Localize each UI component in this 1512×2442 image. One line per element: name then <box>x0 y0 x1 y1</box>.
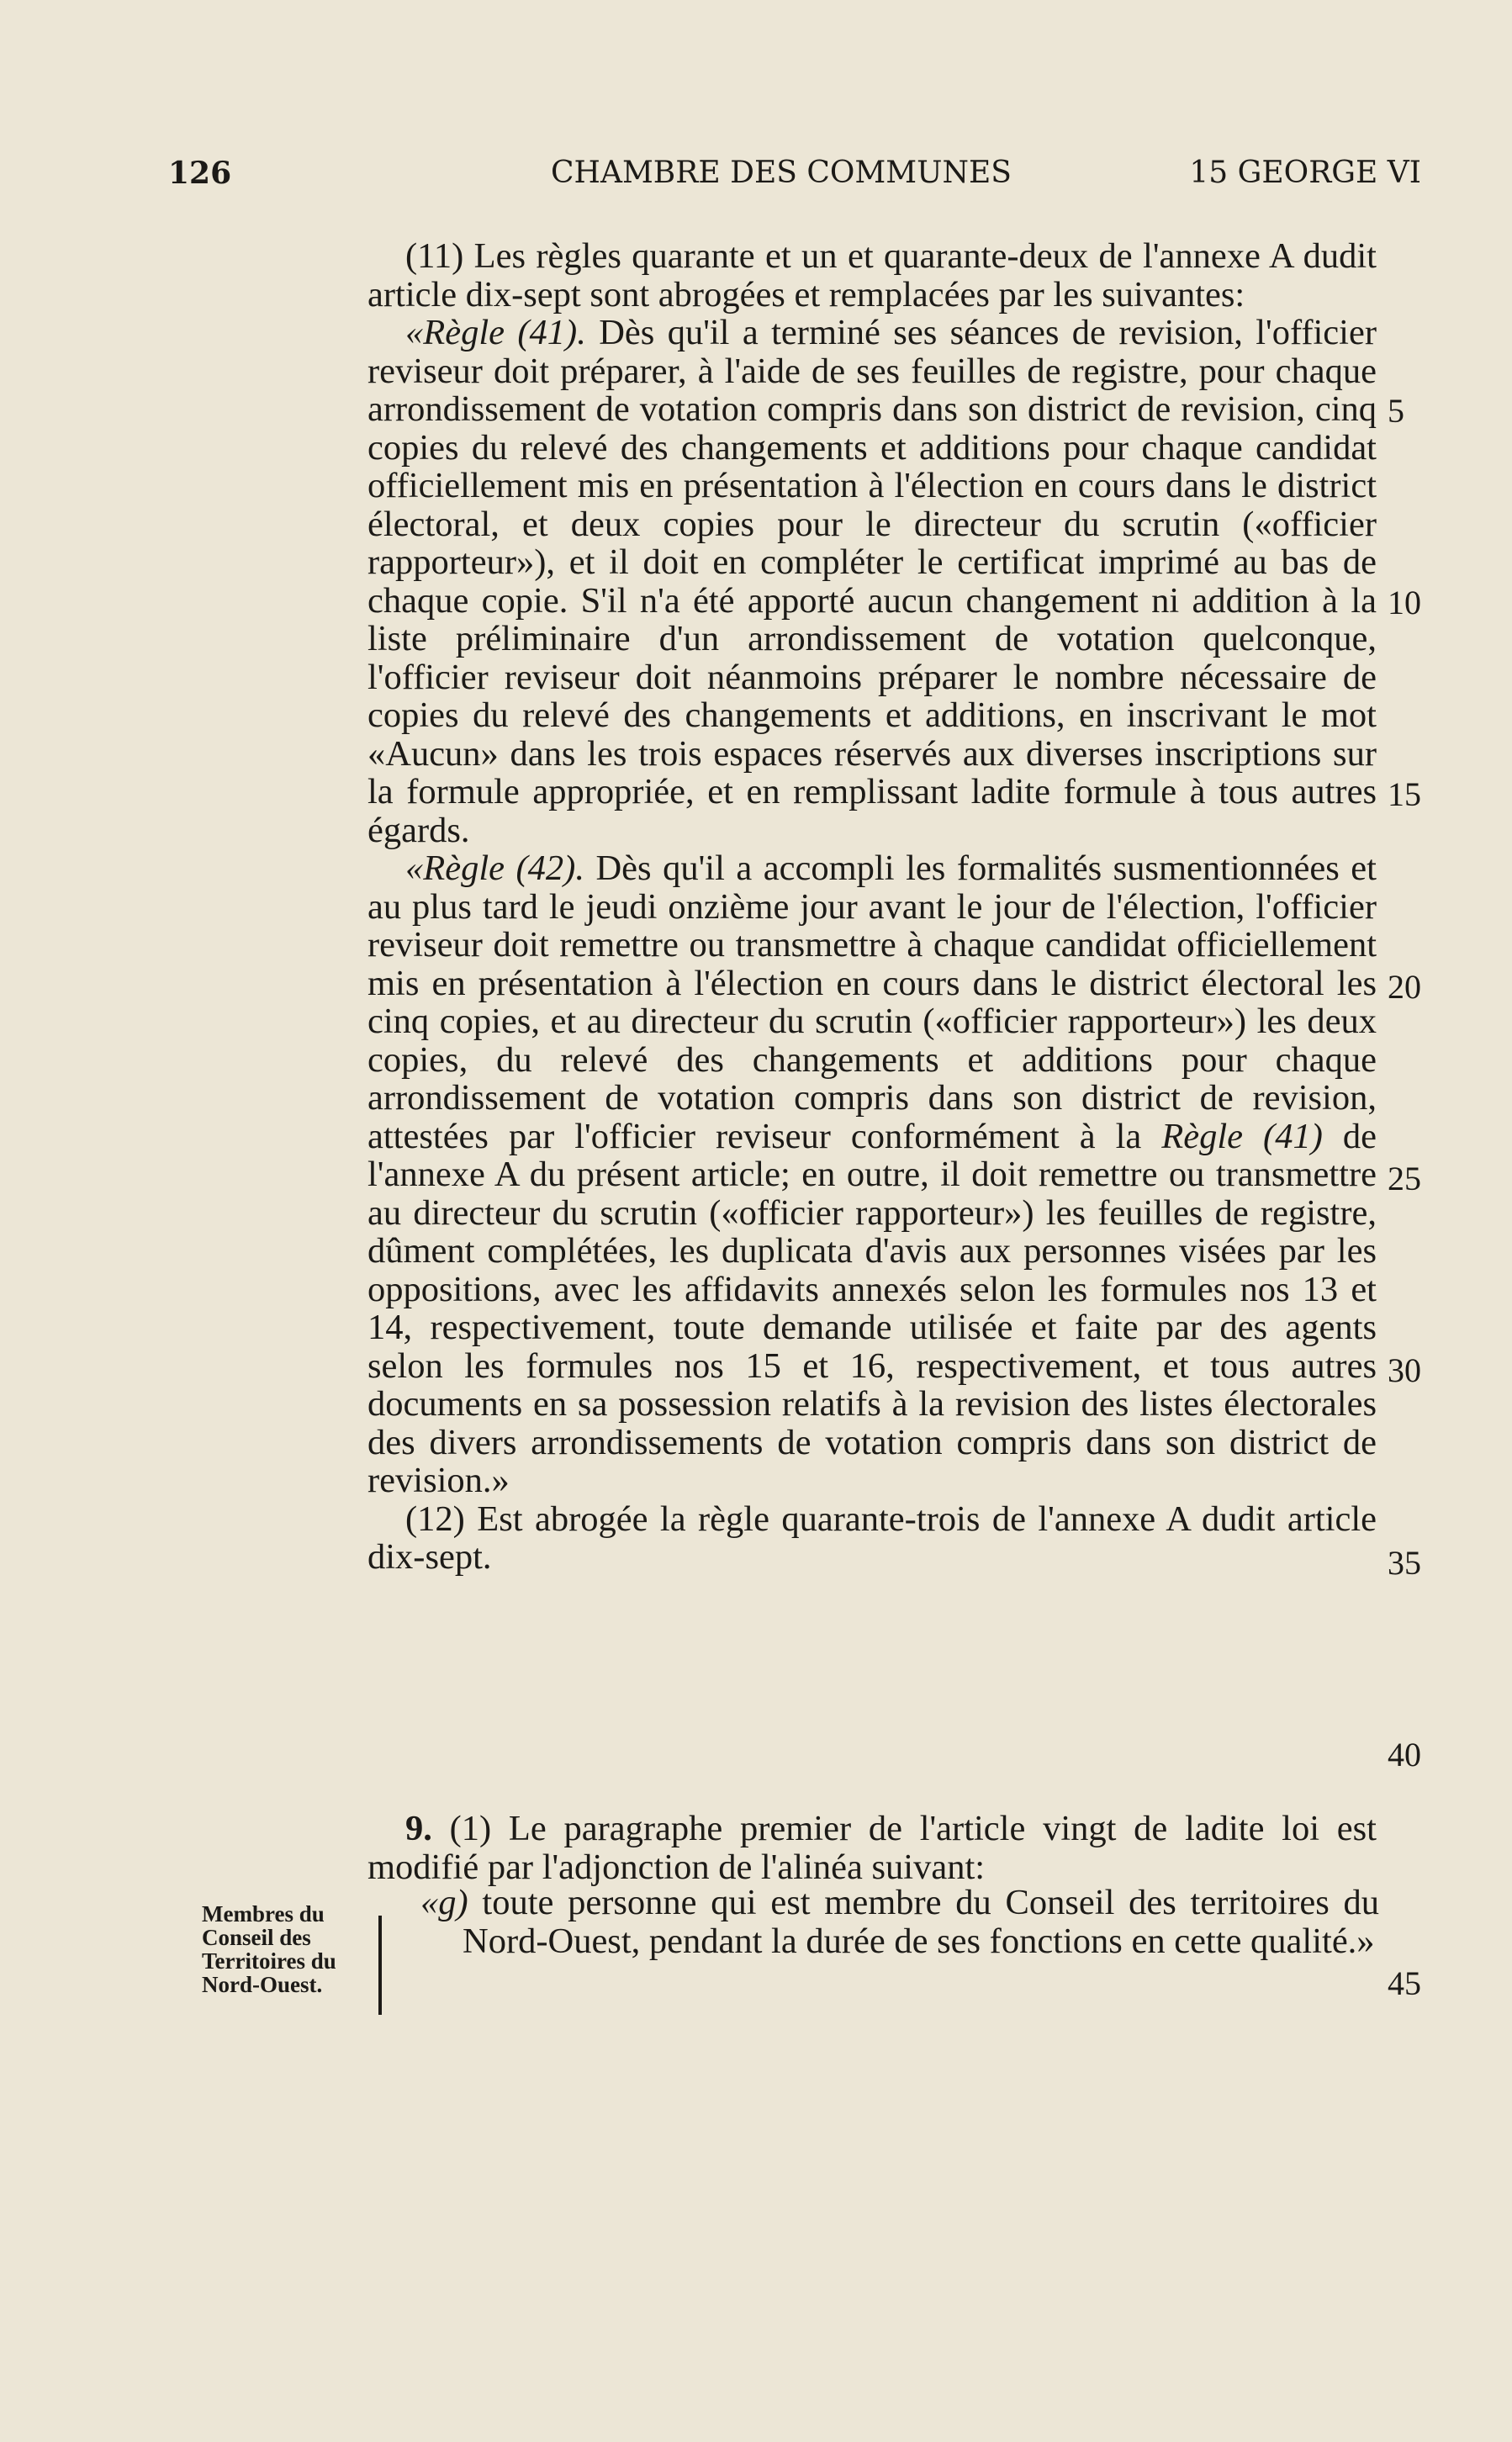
section-9-number: 9. <box>405 1809 432 1848</box>
line-number-10: 10 <box>1388 584 1421 621</box>
rule-41 <box>367 314 1377 849</box>
margin-note: Membres du Conseil des Territoires du Nord-Ouest. <box>202 1901 336 1997</box>
rule-42-label: «Règle (42). <box>405 848 584 888</box>
line-number-25: 25 <box>1388 1160 1421 1197</box>
rule-42-text-b: de l'annexe A du présent article; en outre, il doit remettre ou transmettre au directeur du scrutin («officier rapporteur») les feuilles de registre, dûment complétées, les duplicata d'avis aux personnes visées par les oppositions, avec les affidavits annexés selon les formules nos 13 et 14, respectivement, toute demande utilisée et faite par des agents selon les formules nos 15 et 16, respectivement, et tous autres documents en sa possession relatifs à la revision des listes électorales des divers arrondissements de votation compris dans son district de revision.» <box>367 1116 1377 1500</box>
section-9-paragraph <box>367 1810 1377 1886</box>
section-9 <box>367 1810 1377 1886</box>
rule-41-text: Dès qu'il a terminé ses séances de revision, l'officier reviseur doit préparer, à l'aide de ses feuilles de registre, pour chaque arrondissement de votation compris dans son district de revision, cinq copies du relevé des changements et additions pour chaque candidat officiellement mis en présentation à l'élection en cours dans le district électoral, et deux copies pour le directeur du scrutin («officier rapporteur»), et il doit en compléter le certificat imprimé au bas de chaque copie. S'il n'a été apporté aucun changement ni addition à la liste préliminaire d'un arrondissement de votation quelconque, l'officier reviseur doit néanmoins préparer le nombre nécessaire de copies du relevé des changements et additions, en inscrivant le mot «Aucun» dans les trois espaces réservés aux diverses inscriptions sur la formule appropriée, et en remplissant ladite formule à tous autres égards. <box>367 313 1377 850</box>
paragraph-11: (11) Les règles quarante et un et quarante-deux de l'annexe A dudit article dix-sept sont abrogées et remplacées par les suivantes: <box>367 236 1377 314</box>
line-number-30: 30 <box>1388 1351 1421 1389</box>
line-number-20: 20 <box>1388 968 1421 1006</box>
rule-42 <box>367 849 1377 1500</box>
margin-rule <box>378 1916 382 2015</box>
item-g-paragraph <box>420 1884 1379 1960</box>
section-9-text: (1) Le paragraphe premier de l'article vingt de ladite loi est modifié par l'adjonction de l'alinéa suivant: <box>367 1809 1377 1887</box>
page-number: 126 <box>168 156 232 191</box>
paragraph-12: (12) Est abrogée la règle quarante-trois de l'annexe A dudit article dix-sept. <box>367 1498 1377 1577</box>
reign-title: 15 GEORGE VI <box>1189 156 1421 190</box>
rule-42-reference: Règle (41) <box>1161 1116 1323 1156</box>
line-number-5: 5 <box>1388 392 1404 430</box>
line-number-45: 45 <box>1388 1964 1421 2002</box>
body-text <box>367 237 1377 1577</box>
section-9-item-g <box>420 1884 1379 1960</box>
line-number-35: 35 <box>1388 1544 1421 1582</box>
page-header <box>168 156 1421 198</box>
rule-41-label: «Règle (41). <box>405 313 586 352</box>
line-number-40: 40 <box>1388 1736 1421 1773</box>
line-number-15: 15 <box>1388 775 1421 813</box>
running-title: CHAMBRE DES COMMUNES <box>551 156 1012 190</box>
rule-42-text-a: Dès qu'il a accompli les formalités susmentionnées et au plus tard le jeudi onzième jour avant le jour de l'élection, l'officier reviseur doit remettre ou transmettre à chaque candidat officiellement mis en présentation à l'élection en cours dans le district électoral les cinq copies, et au directeur du scrutin («officier rapporteur») les deux copies, du relevé des changements et additions pour chaque arrondissement de votation compris dans son district de revision, attestées par l'officier reviseur conformément à la <box>367 848 1377 1156</box>
item-g-text: toute personne qui est membre du Conseil des territoires du Nord-Ouest, pendant la durée de ses fonctions en cette qualité.» <box>463 1883 1379 1961</box>
item-g-label: «g) <box>420 1883 468 1922</box>
